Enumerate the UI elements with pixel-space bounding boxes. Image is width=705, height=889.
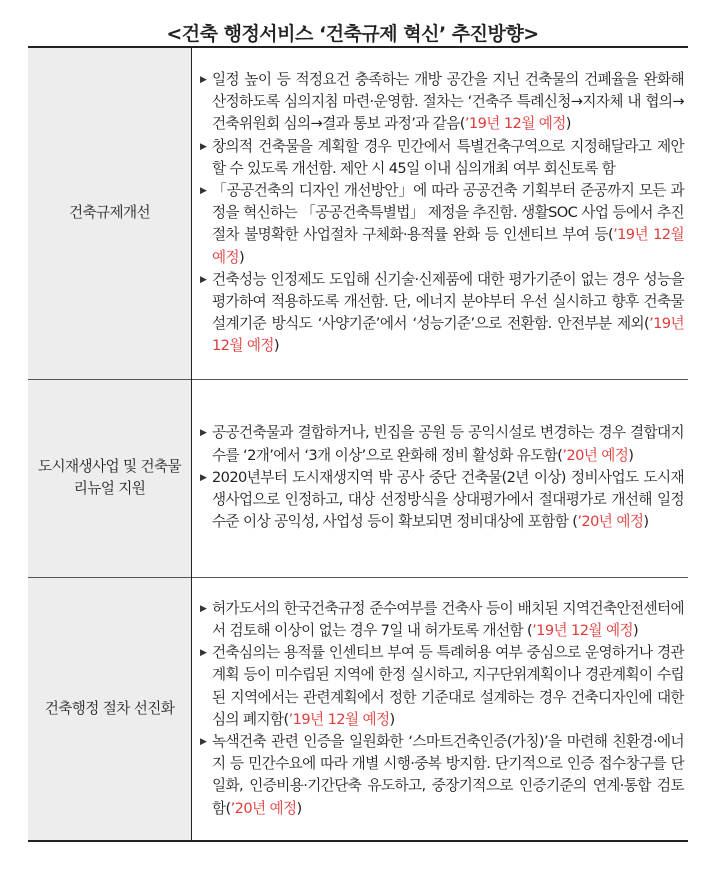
list-item xyxy=(200,731,684,820)
triangle-bullet-icon: ▶ xyxy=(200,736,207,747)
item-text-end: ) xyxy=(296,799,302,817)
item-text-end: ) xyxy=(565,115,571,133)
list-item xyxy=(200,136,684,180)
table-row xyxy=(28,47,688,379)
list-item xyxy=(200,467,684,534)
list-item xyxy=(200,422,684,466)
list-item xyxy=(200,642,684,731)
schedule-note: ’19년 12월 예정 xyxy=(464,115,566,133)
item-text-end: ) xyxy=(643,513,649,531)
policy-table xyxy=(28,46,688,842)
content-cell xyxy=(192,47,689,379)
schedule-note: ’19년 12월 예정 xyxy=(288,710,390,728)
content-cell xyxy=(192,379,689,577)
schedule-note: ’19년 12월 예정 xyxy=(212,315,684,355)
item-text: 창의적 건축물을 계획할 경우 민간에서 특별건축구역으로 지정해달라고 제안할 수 있도록 개선함. 제안 시 45일 이내 심의개최 여부 회신토록 함 xyxy=(212,137,684,177)
triangle-bullet-icon: ▶ xyxy=(200,74,207,85)
item-text: 건축성능 인정제도 도입해 신기술·신제품에 대한 평가기준이 없는 경우 성능을 평가하여 적용하도록 개선함. 단, 에너지 분야부터 우선 실시하고 향후 건축물 설계기준 방식도 ‘사양기준’에서 ‘성능기준’으로 전환함. 안전부분 제외( xyxy=(212,270,684,333)
schedule-note: ’19년 12월 예정 xyxy=(532,621,633,639)
item-text-end: ) xyxy=(389,710,395,728)
triangle-bullet-icon: ▶ xyxy=(200,274,207,285)
table-row xyxy=(28,379,688,577)
list-item xyxy=(200,598,684,642)
triangle-bullet-icon: ▶ xyxy=(200,185,207,196)
triangle-bullet-icon: ▶ xyxy=(200,428,207,439)
content-cell xyxy=(192,577,689,841)
triangle-bullet-icon: ▶ xyxy=(200,648,207,659)
item-text: 공공건축물과 결합하거나, 빈집을 공원 등 공익시설로 변경하는 경우 결합대지 수를 ‘2개’에서 ‘3개 이상’으로 완화해 정비 활성화 유도함( xyxy=(212,424,684,464)
list-item xyxy=(200,269,684,358)
list-item xyxy=(200,69,684,136)
category-cell: 건축행정 절차 선진화 xyxy=(28,577,192,841)
item-text: 건축심의는 용적률 인센티브 부여 등 특례허용 여부 중심으로 운영하거나 경관계획 등이 미수립된 지역에 한정 실시하고, 지구단위계획이나 경관계획이 수립된 지역에서는 관련계획에서 정한 기준대로 설계하는 경우 건축디자인에 대한 심의 폐지함( xyxy=(212,644,684,728)
item-text-end: ) xyxy=(632,621,639,639)
item-text-end: ) xyxy=(239,248,245,266)
item-text: 허가도서의 한국건축규정 준수여부를 건축사 등이 배치된 지역건축안전센터에서 검토해 이상이 없는 경우 7일 내 허가토록 개선함 ( xyxy=(212,599,684,639)
item-text: 녹색건축 관련 인증을 일원화한 ‘스마트건축인증(가칭)’을 마련해 친환경·에너지 등 민간수요에 따라 개별 시행·중복 방지함. 단기적으로 인증 접수창구를 단일화, 인증비용·기간단축 유도하고, 중장기적으로 인증기준의 연계·통합 검토함( xyxy=(212,732,684,817)
triangle-bullet-icon: ▶ xyxy=(200,141,207,152)
triangle-bullet-icon: ▶ xyxy=(200,472,207,483)
schedule-note: ’20년 예정 xyxy=(230,799,297,817)
document-title: <건축 행정서비스 ‘건축규제 혁신’ 추진방향> xyxy=(166,23,539,45)
item-text: 일정 높이 등 적정요건 충족하는 개방 공간을 지닌 건축물의 건폐율을 완화해 산정하도록 심의지침 마련·운영함. 절차는 ‘건축주 특례신청→지자체 내 협의→건축위원회 심의→결과 통보 과정’과 같음( xyxy=(212,70,684,133)
item-text-end: ) xyxy=(628,446,634,464)
category-cell: 도시재생사업 및 건축물 리뉴얼 지원 xyxy=(28,379,192,577)
category-cell: 건축규제개선 xyxy=(28,47,192,379)
item-text: 「공공건축의 디자인 개선방안」에 따라 공공건축 기획부터 준공까지 모든 과정을 혁신하는 「공공건축특별법」 제정을 추진함. 생활SOC 사업 등에서 추진절차 불명확한 사업절차 구체화·용적률 완화 등 인센티브 부여 등( xyxy=(212,181,684,244)
item-text-end: ) xyxy=(273,337,279,355)
item-text: 2020년부터 도시재생지역 밖 공사 중단 건축물(2년 이상) 정비사업도 도시재생사업으로 인정하고, 대상 선정방식을 상대평가에서 절대평가로 개선해 일정 수준 이상 공익성, 사업성 등이 확보되면 정비대상에 포함함 ( xyxy=(212,468,684,531)
list-item xyxy=(200,180,684,269)
table-row xyxy=(28,577,688,841)
schedule-note: ’20년 예정 xyxy=(577,513,644,531)
triangle-bullet-icon: ▶ xyxy=(200,603,207,614)
schedule-note: ’19년 12월 예정 xyxy=(212,226,684,266)
schedule-note: ’20년 예정 xyxy=(562,446,629,464)
